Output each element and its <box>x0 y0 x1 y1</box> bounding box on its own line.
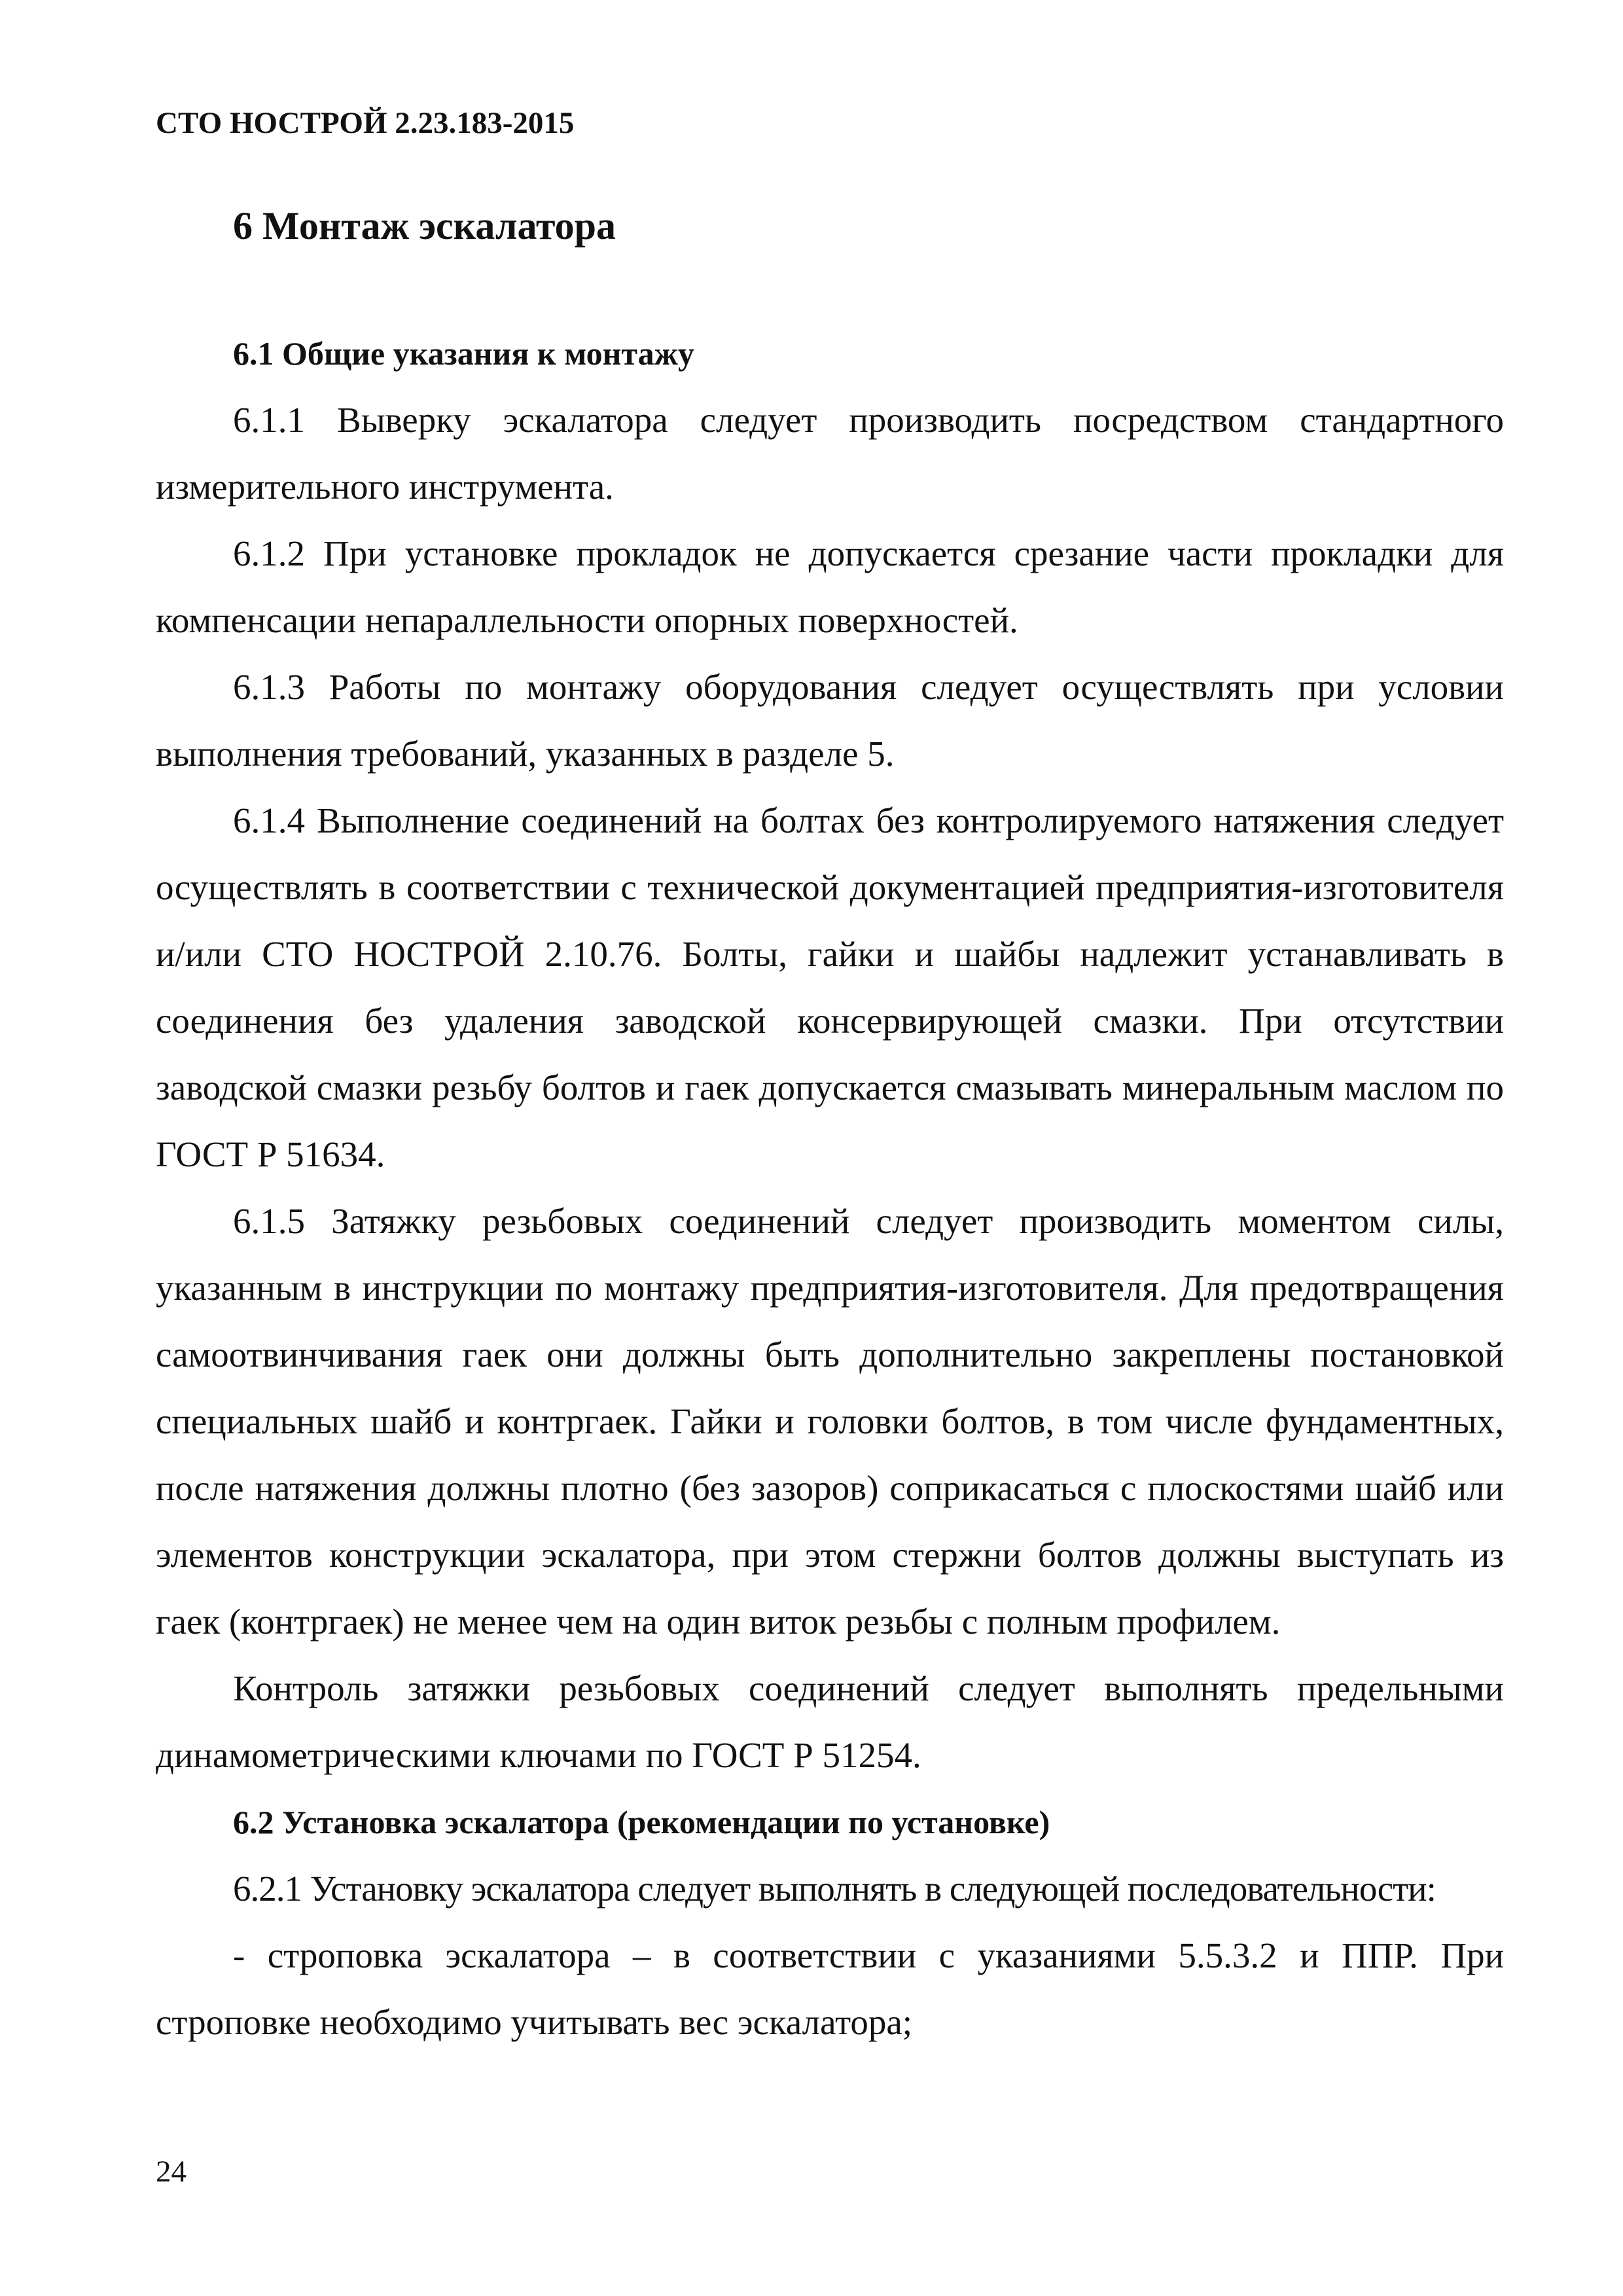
paragraph-6-1-5: 6.1.5 Затяжку резьбовых соединений следует производить моментом силы, указанным в инструкции по монтажу предприятия-изготовителя. Для предотвращения самоотвинчивания гаек они должны быть дополнительно закреплены постановкой специальных шайб и контргаек. Гайки и головки болтов, в том числе фундаментных, после натяжения должны плотно (без зазоров) соприкасаться с плоскостями шайб или элементов конструкции эскалатора, при этом стержни болтов должны выступать из гаек (контргаек) не менее чем на один виток резьбы с полным профилем. <box>156 1201 1504 1641</box>
paragraph-6-1-3: 6.1.3 Работы по монтажу оборудования следует осуществлять при условии выполнения требований, указанных в разделе 5. <box>156 667 1504 774</box>
paragraph-6-1-4: 6.1.4 Выполнение соединений на болтах без контролируемого натяжения следует осуществлять в соответствии с технической документацией предприятия-изготовителя и/или СТО НОСТРОЙ 2.10.76. Болты, гайки и шайбы надлежит устанавливать в соединения без удаления заводской консервирующей смазки. При отсутствии заводской смазки резьбу болтов и гаек допускается смазывать минеральным маслом по ГОСТ Р 51634. <box>156 800 1504 1174</box>
paragraph-6-1-2: 6.1.2 При установке прокладок не допускается срезание части прокладки для компенсации непараллельности опорных поверхностей. <box>156 533 1504 640</box>
paragraph-6-1-1: 6.1.1 Выверку эскалатора следует производить посредством стандартного измерительного инструмента. <box>156 400 1504 507</box>
section-title: 6 Монтаж эскалатора <box>233 204 616 247</box>
page-number: 24 <box>156 2155 187 2189</box>
page-content <box>156 200 1504 2056</box>
paragraph-tightening-control: Контроль затяжки резьбовых соединений следует выполнять предельными динамометрическими ключами по ГОСТ Р 51254. <box>156 1668 1504 1775</box>
subsection-title-6-1: 6.1 Общие указания к монтажу <box>233 335 694 372</box>
paragraph-6-2-1: 6.2.1 Установку эскалатора следует выполнять в следующей последовательности: <box>233 1869 1436 1909</box>
document-header: СТО НОСТРОЙ 2.23.183-2015 <box>156 106 575 140</box>
list-item-slinging: - строповка эскалатора – в соответствии с указаниями 5.5.3.2 и ППР. При строповке необходимо учитывать вес эскалатора; <box>156 1935 1504 2042</box>
subsection-title-6-2: 6.2 Установка эскалатора (рекомендации по установке) <box>233 1804 1050 1840</box>
